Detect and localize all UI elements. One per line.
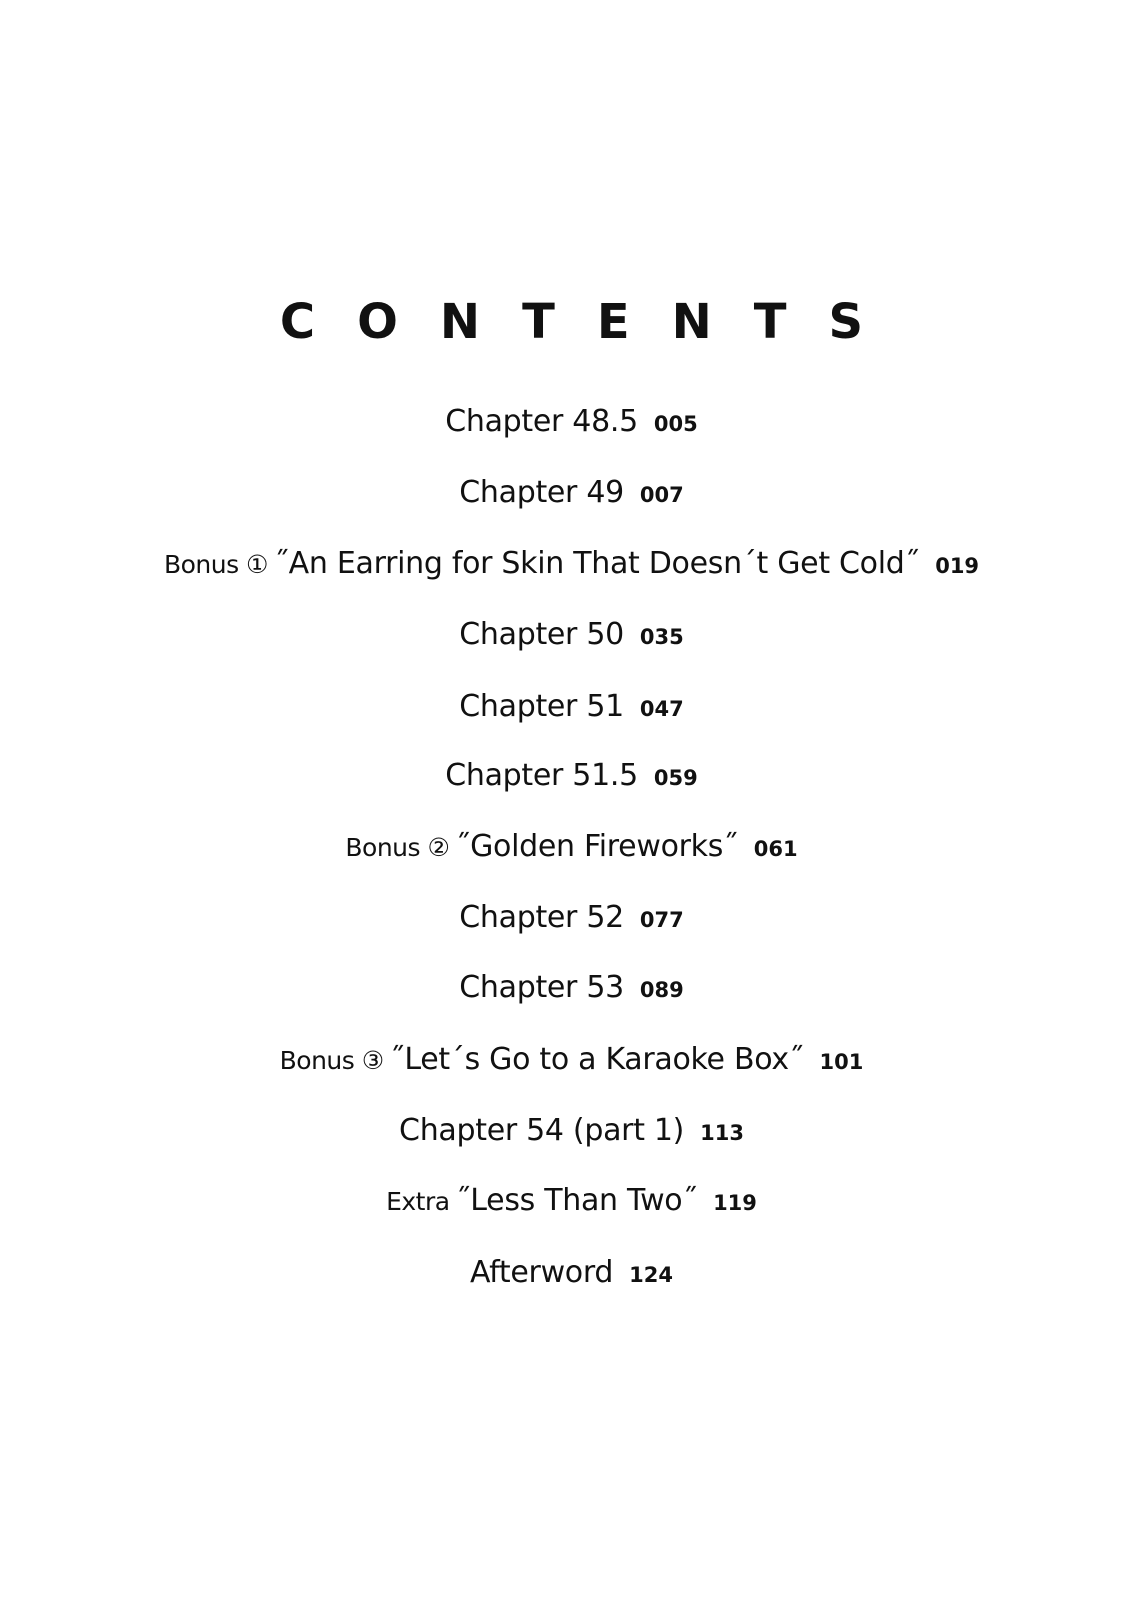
toc-entry-page-number: 077 [639,908,684,932]
toc-entry-page-number: 019 [935,554,980,578]
toc-entry-title: Chapter 48.5 [445,404,638,439]
toc-entry-title: ˝Golden Fireworks˝ [455,829,738,864]
toc-entry-prefix: Bonus ② [345,833,450,862]
toc-entry-chapter-52[interactable] [0,900,1143,944]
toc-entry-title: Afterword [470,1255,614,1290]
toc-entry-afterword[interactable] [0,1255,1143,1299]
toc-entry-page-number: 035 [639,625,684,649]
toc-entry-title: ˝Less Than Two˝ [455,1183,698,1218]
toc-entry-page-number: 089 [639,978,684,1002]
toc-entry-page-number: 119 [713,1191,757,1215]
toc-entry-title: Chapter 51.5 [445,758,638,793]
toc-entry-chapter-49[interactable] [0,475,1143,519]
toc-entry-chapter-48-5[interactable] [0,404,1143,448]
toc-entry-prefix: Bonus ① [163,550,268,579]
toc-entry-page-number: 113 [700,1121,744,1145]
toc-entry-title: Chapter 49 [459,475,624,510]
toc-entry-chapter-53[interactable] [0,970,1143,1014]
toc-entry-title: ˝An Earring for Skin That Doesn´t Get Cold˝ [273,546,920,581]
toc-entry-page-number: 059 [653,766,698,790]
toc-entry-prefix: Extra [386,1187,450,1216]
toc-entry-title: Chapter 52 [459,900,624,935]
toc-entry-page-number: 101 [819,1050,864,1074]
toc-entry-title: Chapter 51 [459,689,624,724]
toc-entry-page-number: 124 [629,1263,673,1287]
toc-entry-title: Chapter 50 [459,617,624,652]
toc-entry-page-number: 007 [639,483,684,507]
toc-entry-title: ˝Let´s Go to a Karaoke Box˝ [389,1042,804,1077]
toc-entry-chapter-54-part-1[interactable] [0,1113,1143,1157]
toc-entry-title: Chapter 54 (part 1) [399,1113,685,1148]
toc-entry-page-number: 061 [753,837,798,861]
toc-entry-bonus-2[interactable] [0,829,1143,873]
page-title: CONTENTS [279,294,906,350]
toc-entry-title: Chapter 53 [459,970,624,1005]
toc-entry-page-number: 005 [653,412,698,436]
toc-entry-extra[interactable] [0,1183,1143,1227]
toc-entry-page-number: 047 [639,697,684,721]
toc-entry-chapter-50[interactable] [0,617,1143,661]
toc-entry-bonus-3[interactable] [0,1042,1143,1086]
toc-entry-bonus-1[interactable] [0,546,1143,590]
toc-entry-chapter-51-5[interactable] [0,758,1143,802]
toc-entry-chapter-51[interactable] [0,689,1143,733]
toc-entry-prefix: Bonus ③ [279,1046,384,1075]
